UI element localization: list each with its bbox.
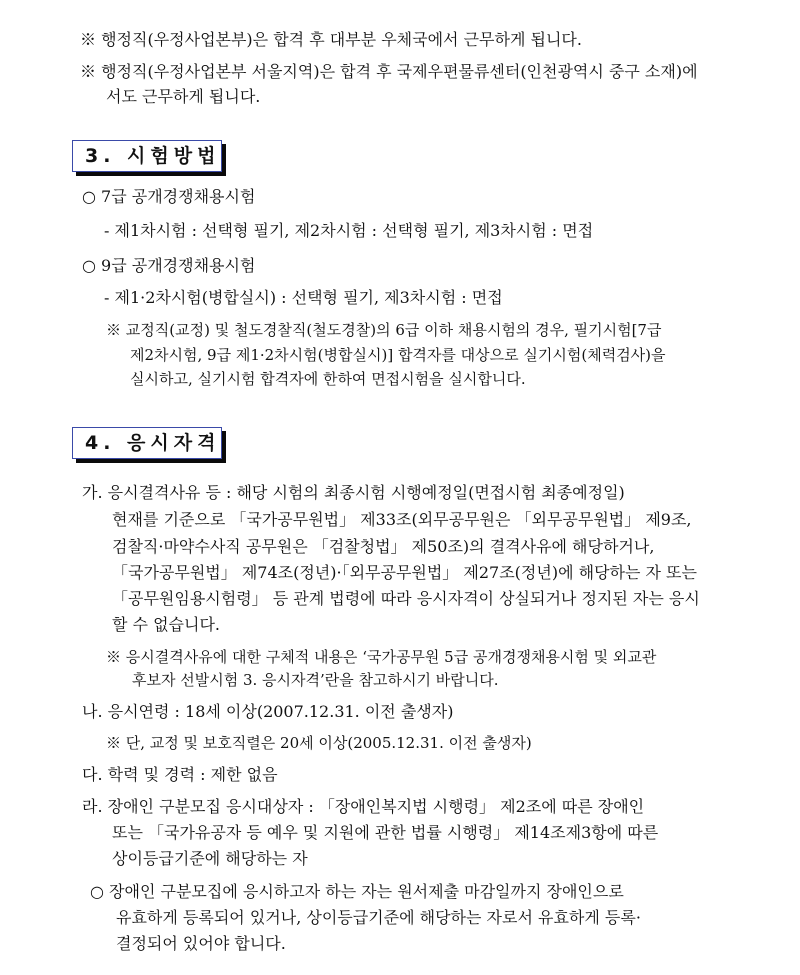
note-line: ※ 행정직(우정사업본부 서울지역)은 합격 후 국제우편물류센터(인천광역시 중구 소재)에 bbox=[80, 62, 698, 81]
qualification-item-ga: 「국가공무원법」 제74조(정년)·「외무공무원법」 제27조(정년)에 해당하는 자 또는 bbox=[112, 563, 697, 582]
qualification-item-ga: 가. 응시결격사유 등 : 해당 시험의 최종시험 시행예정일(면접시험 최종예정일) bbox=[82, 483, 625, 502]
disability-note: 유효하게 등록되어 있거나, 상이등급기준에 해당하는 자로서 유효하게 등록· bbox=[116, 908, 641, 927]
exam-item-title: ○ 9급 공개경쟁채용시험 bbox=[82, 256, 256, 275]
disability-note: ○ 장애인 구분모집에 응시하고자 하는 자는 원서제출 마감일까지 장애인으로 bbox=[90, 882, 624, 901]
exam-item-detail: - 제1·2차시험(병합실시) : 선택형 필기, 제3차시험 : 면접 bbox=[104, 288, 503, 307]
exam-note-line: ※ 교정직(교정) 및 철도경찰직(철도경찰)의 6급 이하 채용시험의 경우, 필기시험[7급 bbox=[106, 321, 662, 339]
section-3-heading: 3. 시험방법 bbox=[72, 140, 222, 172]
exam-note-line: 실시하고, 실기시험 합격자에 한하여 면접시험을 실시합니다. bbox=[130, 370, 526, 388]
qualification-item-ga: 현재를 기준으로 「국가공무원법」 제33조(외무공무원은 「외무공무원법」 제9조, bbox=[112, 510, 692, 529]
qualification-item-da: 다. 학력 및 경력 : 제한 없음 bbox=[82, 765, 278, 784]
qualification-item-ra: 상이등급기준에 해당하는 자 bbox=[112, 849, 308, 868]
qualification-note: ※ 단, 교정 및 보호직렬은 20세 이상(2005.12.31. 이전 출생자) bbox=[106, 734, 532, 752]
exam-item-title: ○ 7급 공개경쟁채용시험 bbox=[82, 187, 256, 206]
qualification-item-ra: 라. 장애인 구분모집 응시대상자 : 「장애인복지법 시행령」 제2조에 따른 장애인 bbox=[82, 797, 645, 816]
disability-note: 결정되어 있어야 합니다. bbox=[116, 934, 286, 953]
qualification-item-ga: 할 수 없습니다. bbox=[112, 615, 220, 634]
qualification-item-ga: 「공무원임용시험령」 등 관계 법령에 따라 응시자격이 상실되거나 정지된 자는 응시 bbox=[112, 589, 700, 608]
qualification-item-na: 나. 응시연령 : 18세 이상(2007.12.31. 이전 출생자) bbox=[82, 702, 454, 721]
exam-note-line: 제2차시험, 9급 제1·2차시험(병합실시)] 합격자를 대상으로 실기시험(체력검사)을 bbox=[130, 346, 666, 364]
qualification-note: ※ 응시결격사유에 대한 구체적 내용은 ‘국가공무원 5급 공개경쟁채용시험 및 외교관 bbox=[106, 648, 657, 666]
qualification-note: 후보자 선발시험 3. 응시자격’란을 참고하시기 바랍니다. bbox=[132, 671, 499, 689]
note-line-continued: 서도 근무하게 됩니다. bbox=[106, 87, 261, 106]
note-line: ※ 행정직(우정사업본부)은 합격 후 대부분 우체국에서 근무하게 됩니다. bbox=[80, 30, 582, 49]
section-4-heading: 4. 응시자격 bbox=[72, 427, 222, 459]
qualification-item-ra: 또는 「국가유공자 등 예우 및 지원에 관한 법률 시행령」 제14조제3항에 따른 bbox=[112, 823, 659, 842]
exam-item-detail: - 제1차시험 : 선택형 필기, 제2차시험 : 선택형 필기, 제3차시험 : 면접 bbox=[104, 221, 594, 240]
qualification-item-ga: 검찰직·마약수사직 공무원은 「검찰청법」 제50조)의 결격사유에 해당하거나, bbox=[112, 537, 655, 556]
